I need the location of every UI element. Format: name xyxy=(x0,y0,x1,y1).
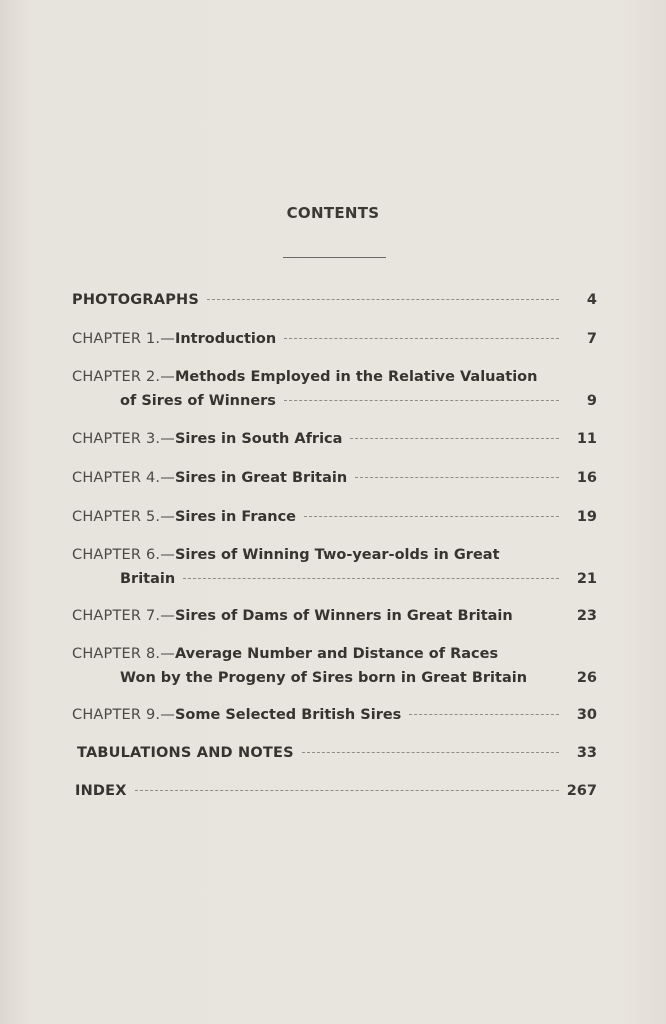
toc-entry-chapter-5[interactable] xyxy=(72,505,597,529)
toc-entry-chapter-4[interactable] xyxy=(72,466,597,490)
page-number: 33 xyxy=(576,745,597,761)
chapter-prefix: CHAPTER 7.— xyxy=(72,608,175,624)
chapter-prefix: CHAPTER 5.— xyxy=(72,509,175,525)
chapter-prefix: CHAPTER 3.— xyxy=(72,431,175,447)
chapter-title: Introduction xyxy=(174,331,277,347)
dot-leader xyxy=(350,438,559,439)
dot-leader xyxy=(409,714,559,715)
chapter-prefix: CHAPTER 6.— xyxy=(72,547,175,563)
page-number: 267 xyxy=(566,783,597,799)
page-number: 16 xyxy=(576,470,597,486)
chapter-title-line-2: Britain xyxy=(120,571,176,587)
chapter-title-line-2: Won by the Progeny of Sires born in Great Britain xyxy=(120,670,528,686)
chapter-title: Sires in France xyxy=(174,509,297,525)
toc-entry-chapter-7[interactable] xyxy=(72,604,597,628)
chapter-title: Sires in South Africa xyxy=(174,431,343,447)
dot-leader xyxy=(284,338,559,339)
toc-entry-photographs[interactable] xyxy=(72,288,597,312)
chapter-prefix: CHAPTER 4.— xyxy=(72,470,175,486)
toc-entry-index[interactable] xyxy=(75,779,597,803)
dot-leader xyxy=(355,477,559,478)
page-number: 4 xyxy=(586,292,597,308)
chapter-title-line-1: Sires of Winning Two-year-olds in Great xyxy=(174,547,500,563)
page-number: 26 xyxy=(576,670,597,686)
chapter-prefix: CHAPTER 9.— xyxy=(72,707,175,723)
toc-heading: TABULATIONS AND NOTES xyxy=(77,745,294,761)
toc-entry-chapter-1[interactable] xyxy=(72,327,597,351)
dot-leader xyxy=(183,578,559,579)
toc-entry-chapter-9[interactable] xyxy=(72,703,597,727)
dot-leader xyxy=(302,752,559,753)
page-number: 21 xyxy=(576,571,597,587)
toc-heading: PHOTOGRAPHS xyxy=(72,292,200,308)
contents-title: CONTENTS xyxy=(286,204,380,222)
chapter-title: Sires in Great Britain xyxy=(174,470,348,486)
page-number: 7 xyxy=(586,331,597,347)
dot-leader xyxy=(207,299,559,300)
chapter-title-line-1: Average Number and Distance of Races xyxy=(174,646,499,662)
chapter-title-line-1: Methods Employed in the Relative Valuation xyxy=(174,369,538,385)
dot-leader xyxy=(135,790,559,791)
chapter-title: Some Selected British Sires xyxy=(174,707,402,723)
toc-entry-chapter-2[interactable] xyxy=(72,365,597,413)
chapter-prefix: CHAPTER 2.— xyxy=(72,369,175,385)
page-number: 9 xyxy=(586,393,597,409)
page-number: 30 xyxy=(576,707,597,723)
dot-leader xyxy=(284,400,559,401)
page-number: 11 xyxy=(576,431,597,447)
chapter-title-line-2: of Sires of Winners xyxy=(120,393,276,409)
chapter-prefix: CHAPTER 8.— xyxy=(72,646,175,662)
dot-leader xyxy=(304,516,559,517)
title-rule xyxy=(283,257,386,258)
chapter-title: Sires of Dams of Winners in Great Britain xyxy=(174,608,513,624)
page-number: 19 xyxy=(576,509,597,525)
page-number: 23 xyxy=(576,608,597,624)
toc-entry-chapter-6[interactable] xyxy=(72,543,597,591)
toc-heading: INDEX xyxy=(75,783,127,799)
chapter-prefix: CHAPTER 1.— xyxy=(72,331,175,347)
toc-entry-chapter-8[interactable] xyxy=(72,642,597,690)
toc-entry-chapter-3[interactable] xyxy=(72,427,597,451)
toc-entry-tabulations[interactable] xyxy=(77,741,597,765)
